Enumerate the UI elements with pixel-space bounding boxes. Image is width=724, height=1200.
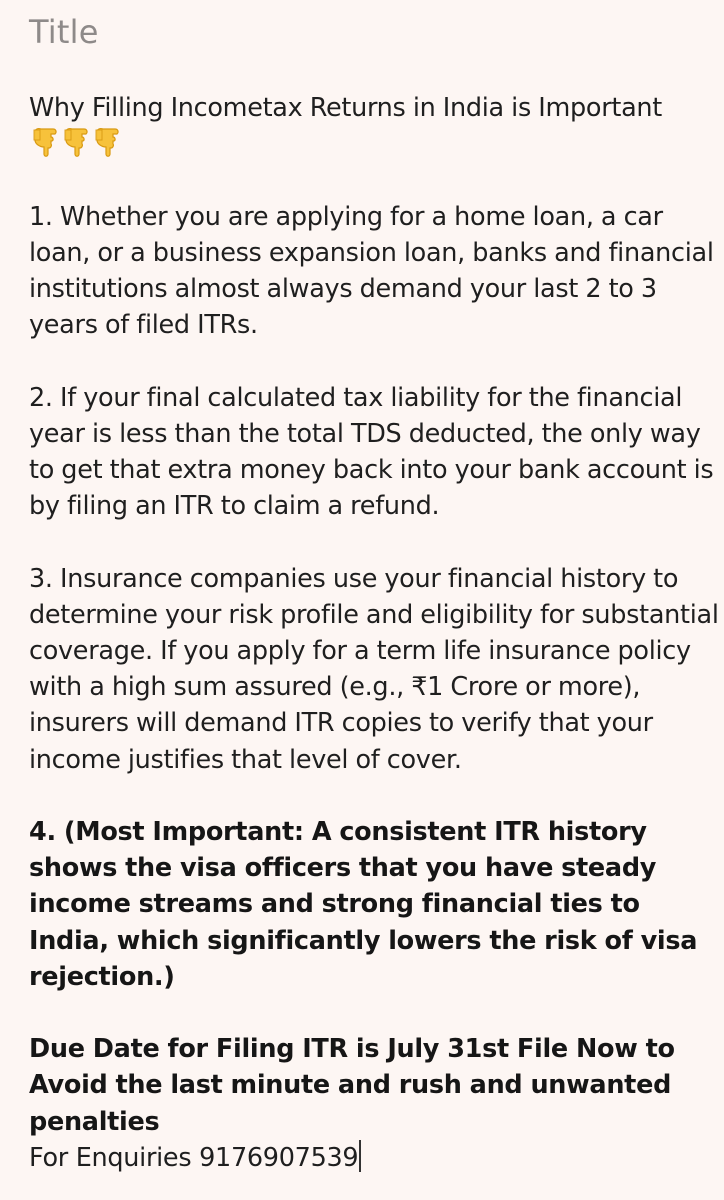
due-date-line: Due Date for Filing ITR is July 31st File Now to Avoid the last minute and rush and unwanted penalties [29,1034,675,1137]
pointing-down-hand-icon [91,126,121,158]
text-cursor [359,1140,361,1172]
blank-line [29,343,719,379]
point-1: 1. Whether you are applying for a home loan, a car loan, or a business expansion loan, banks and financial institutions almost always demand your last 2 to 3 years of filed ITRs. [29,201,714,341]
point-2: 2. If your final calculated tax liability for the financial year is less than the total TDS deducted, the only way to get that extra money back into your bank account is by filing an ITR to claim a refund. [29,382,714,522]
title-input[interactable]: Title [29,13,99,51]
blank-line [29,995,719,1031]
blank-line [29,524,719,560]
enquiry-line[interactable] [29,1140,361,1176]
blank-line [29,162,719,198]
point-3: 3. Insurance companies use your financial history to determine your risk profile and eligibility for substantial coverage. If you apply for a term life insurance policy with a high sum assured (e.g., ₹1 Crore or more), insurers will demand ITR copies to verify that your income justifies that level of cover. [29,563,719,775]
pointing-down-hand-icon [29,126,59,158]
point-4: 4. (Most Important: A consistent ITR history shows the visa officers that you have steady income streams and strong financial ties to India, which significantly lowers the risk of visa rejection.) [29,816,698,992]
emoji-row [29,126,719,162]
blank-line [29,778,719,814]
pointing-down-hand-icon [60,126,90,158]
heading-line: Why Filling Incometax Returns in India is Important [29,93,662,123]
enquiry-text: For Enquiries 9176907539 [29,1143,359,1173]
note-body-input[interactable] [29,90,719,1140]
